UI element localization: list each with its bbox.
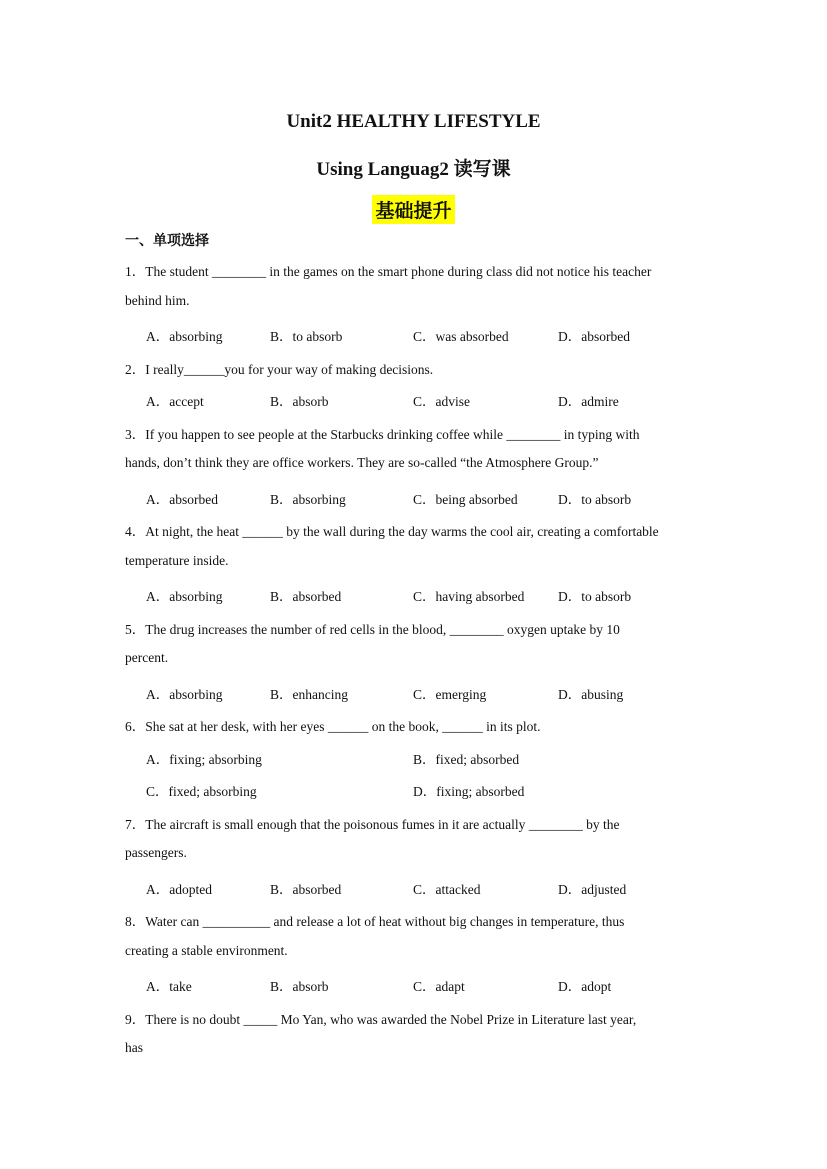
question-5-line-1: 5．The drug increases the number of red cells in the blood, ________ oxygen uptake by 10: [125, 622, 620, 637]
question-4-option-c[interactable]: C．having absorbed: [413, 589, 525, 604]
question-2-line-1: 2．I really______you for your way of making decisions.: [125, 362, 434, 377]
question-7-option-d[interactable]: D．adjusted: [558, 882, 627, 897]
question-3-line-2: hands, don’t think they are office workers. They are so-called “the Atmosphere Group.”: [125, 455, 599, 470]
question-4-line-1: 4．At night, the heat ______ by the wall during the day warms the cool air, creating a comfortable: [125, 524, 659, 539]
question-8-option-b[interactable]: B．absorb: [270, 979, 329, 994]
page-title: Unit2 HEALTHY LIFESTYLE: [286, 111, 541, 132]
question-6-line-1: 6．She sat at her desk, with her eyes ______ on the book, ______ in its plot.: [125, 719, 541, 734]
question-6-option-c[interactable]: C．fixed; absorbing: [146, 784, 257, 799]
question-1-option-a[interactable]: A．absorbing: [146, 329, 223, 344]
question-1-line-1: 1．The student ________ in the games on the smart phone during class did not notice his teacher: [125, 264, 652, 279]
question-7-option-c[interactable]: C．attacked: [413, 882, 481, 897]
question-8-line-1: 8．Water can __________ and release a lot of heat without big changes in temperature, thus: [125, 914, 625, 929]
question-5-option-a[interactable]: A．absorbing: [146, 687, 223, 702]
question-5-option-d[interactable]: D．abusing: [558, 687, 624, 702]
question-2-option-b[interactable]: B．absorb: [270, 394, 329, 409]
question-3-option-b[interactable]: B．absorbing: [270, 492, 346, 507]
question-7-option-b[interactable]: B．absorbed: [270, 882, 342, 897]
question-5-option-b[interactable]: B．enhancing: [270, 687, 348, 702]
question-7-line-2: passengers.: [125, 845, 187, 860]
question-5-option-c[interactable]: C．emerging: [413, 687, 487, 702]
question-2-option-a[interactable]: A．accept: [146, 394, 204, 409]
highlight-badge: 基础提升: [372, 195, 454, 224]
question-4-option-d[interactable]: D．to absorb: [558, 589, 632, 604]
question-8-option-c[interactable]: C．adapt: [413, 979, 465, 994]
question-3-option-a[interactable]: A．absorbed: [146, 492, 218, 507]
question-3-option-c[interactable]: C．being absorbed: [413, 492, 518, 507]
question-8-option-d[interactable]: D．adopt: [558, 979, 612, 994]
question-2-option-d[interactable]: D．admire: [558, 394, 619, 409]
question-1-option-b[interactable]: B．to absorb: [270, 329, 343, 344]
question-4-option-b[interactable]: B．absorbed: [270, 589, 342, 604]
question-1-option-c[interactable]: C．was absorbed: [413, 329, 509, 344]
question-8-option-a[interactable]: A．take: [146, 979, 192, 994]
question-1-line-2: behind him.: [125, 293, 190, 308]
page-subtitle: Using Languag2 读写课: [316, 159, 511, 180]
question-6-option-b[interactable]: B．fixed; absorbed: [413, 752, 520, 767]
question-4-line-2: temperature inside.: [125, 553, 229, 568]
section-heading: 一、单项选择: [125, 233, 209, 249]
question-8-line-2: creating a stable environment.: [125, 943, 288, 958]
question-5-line-2: percent.: [125, 650, 169, 665]
question-7-line-1: 7．The aircraft is small enough that the poisonous fumes in it are actually ________ by the: [125, 817, 620, 832]
question-6-option-a[interactable]: A．fixing; absorbing: [146, 752, 262, 767]
question-3-option-d[interactable]: D．to absorb: [558, 492, 632, 507]
question-1-option-d[interactable]: D．absorbed: [558, 329, 630, 344]
question-2-option-c[interactable]: C．advise: [413, 394, 470, 409]
question-7-option-a[interactable]: A．adopted: [146, 882, 212, 897]
question-9-line-2: has: [125, 1040, 143, 1055]
question-9-line-1: 9．There is no doubt _____ Mo Yan, who was awarded the Nobel Prize in Literature last year,: [125, 1012, 637, 1027]
question-6-option-d[interactable]: D．fixing; absorbed: [413, 784, 525, 799]
question-4-option-a[interactable]: A．absorbing: [146, 589, 223, 604]
question-3-line-1: 3．If you happen to see people at the Starbucks drinking coffee while ________ in typing with: [125, 427, 640, 442]
